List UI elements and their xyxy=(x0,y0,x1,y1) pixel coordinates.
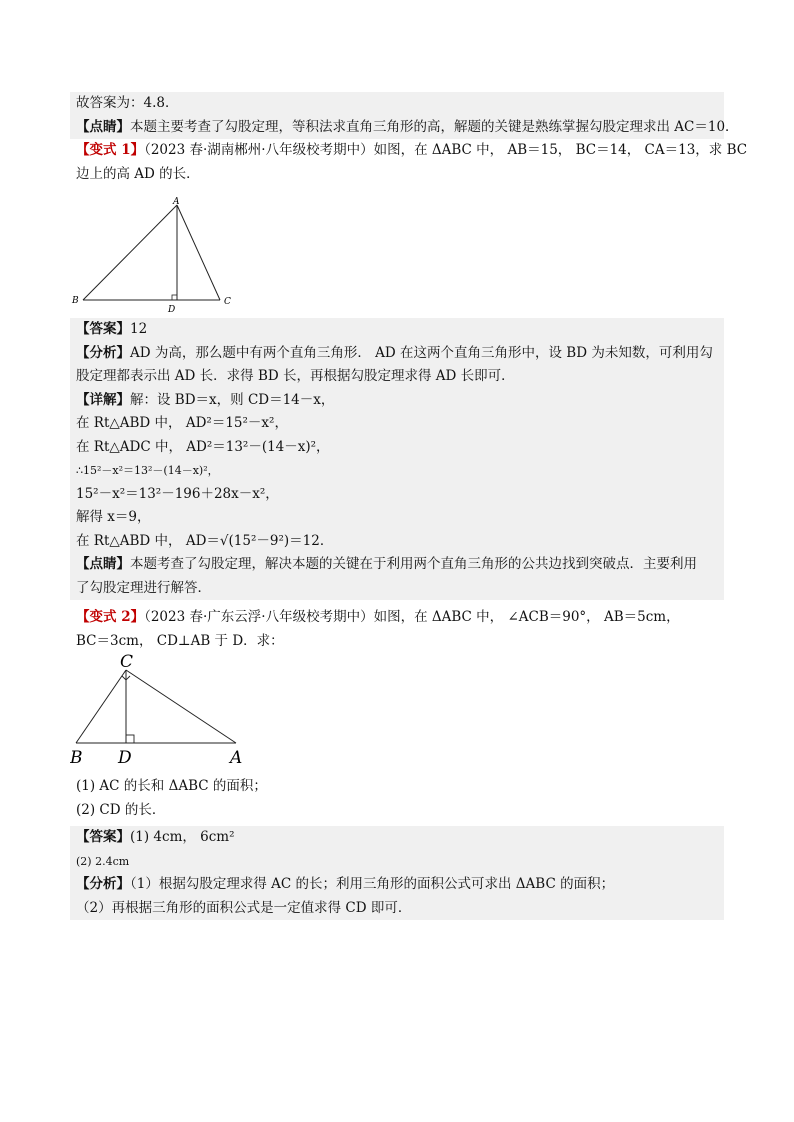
label-d: D xyxy=(118,748,132,768)
comment-tag: 【点睛】 xyxy=(76,118,130,135)
variant2-figure xyxy=(70,653,724,775)
variant2-subquestion-2: (2) CD 的长． xyxy=(76,801,166,818)
label-c: C xyxy=(120,653,134,672)
right-triangle-figure xyxy=(70,653,280,775)
variant2-question-text1: （2023 春·广东云浮·八年级校考期中）如图，在 ΔABC 中， ∠ACB＝90°， AB＝5cm， xyxy=(144,609,680,625)
variant1-detail-line4: 15²－x²＝13²－196＋28x－x²， xyxy=(76,485,279,502)
label-b: B xyxy=(70,748,83,768)
variant1-question xyxy=(70,139,748,186)
side-ca xyxy=(126,670,236,743)
variant1-detail-line0 xyxy=(76,389,718,413)
variant2-answer-tag: 【答案】 xyxy=(76,829,130,845)
variant2-question-line1 xyxy=(76,606,718,630)
variant1-analysis-text1: AD 为高，那么题中有两个直角三角形． AD 在这两个直角三角形中，设 BD 为未知数，可利用勾 xyxy=(130,344,713,361)
variant1-question-line1 xyxy=(76,139,748,163)
variant1-tag: 【变式 1】 xyxy=(76,142,145,158)
variant2-question-line2: BC＝3cm， CD⊥AB 于 D．求： xyxy=(76,632,284,649)
variant1-detail-line6: 在 Rt△ABD 中， AD＝√(15²－9²)＝12． xyxy=(76,532,334,549)
variant1-analysis-line2: 股定理都表示出 AD 长．求得 BD 长，再根据勾股定理求得 AD 长即可． xyxy=(76,368,515,384)
answer-line: 故答案为：4.8． xyxy=(76,95,179,111)
variant2-subquestion-1: (1) AC 的长和 ΔABC 的面积； xyxy=(76,778,267,794)
variant2-analysis-line1 xyxy=(76,873,718,897)
variant1-analysis-line1 xyxy=(76,342,718,366)
variant2-answer-text1: (1) 4cm， 6cm² xyxy=(130,829,235,845)
variant1-answer-text: 12 xyxy=(130,321,148,337)
label-c: C xyxy=(224,297,231,307)
triangle-abc-figure xyxy=(70,186,270,318)
label-a: A xyxy=(173,197,180,207)
variant1-detail-line1: 在 Rt△ABD 中， AD²＝15²－x²， xyxy=(76,415,288,431)
variant1-detail-tag: 【详解】 xyxy=(76,391,130,408)
label-b: B xyxy=(72,296,79,306)
variant1-comment-text1: 本题考查了勾股定理，解决本题的关键在于利用两个直角三角形的公共边找到突破点．主要利用 xyxy=(130,556,697,572)
variant1-analysis-tag: 【分析】 xyxy=(76,344,130,361)
variant1-question-text1: （2023 春·湖南郴州·八年级校考期中）如图，在 ΔABC 中， AB＝15， BC＝14， CA＝13，求 BC xyxy=(144,142,748,158)
variant1-comment-line1 xyxy=(76,553,718,577)
side-ac xyxy=(177,205,220,300)
variant2-answer-line1 xyxy=(76,826,718,850)
comment-text: 本题主要考查了勾股定理，等积法求直角三角形的高，解题的关键是熟练掌握勾股定理求出 AC＝10． xyxy=(130,118,739,135)
variant2-solution-block xyxy=(70,826,724,920)
variant1-detail-line3: ∴15²－x²＝13²－(14－x)²， xyxy=(76,464,219,477)
variant1-answer-tag: 【答案】 xyxy=(76,321,130,337)
variant1-comment-tag: 【点睛】 xyxy=(76,556,130,572)
variant2-subquestions xyxy=(70,775,724,822)
variant2-question xyxy=(70,606,724,653)
side-ab xyxy=(83,205,177,300)
variant2-answer-line2: (2) 2.4cm xyxy=(76,854,130,868)
variant1-comment-line2: 了勾股定理进行解答． xyxy=(76,579,211,596)
variant1-answer-line xyxy=(76,318,718,342)
variant1-detail-text0: 解：设 BD＝x，则 CD＝14－x， xyxy=(130,391,335,408)
label-d: D xyxy=(168,305,176,315)
variant1-detail-line2: 在 Rt△ADC 中， AD²＝13²－(14－x)²， xyxy=(76,438,330,455)
variant2-tag: 【变式 2】 xyxy=(76,609,145,625)
variant1-solution-block xyxy=(70,318,724,600)
right-angle-mark-d xyxy=(126,735,134,743)
comment-line xyxy=(76,116,739,140)
variant2-analysis-line2: （2）再根据三角形的面积公式是一定值求得 CD 即可． xyxy=(76,899,412,916)
right-angle-mark xyxy=(172,295,177,300)
side-bc xyxy=(76,670,126,743)
variant1-figure xyxy=(70,186,724,318)
variant2-analysis-text1: （1）根据勾股定理求得 AC 的长；利用三角形的面积公式可求出 ΔABC 的面积； xyxy=(130,876,615,892)
variant1-question-line2: 边上的高 AD 的长． xyxy=(76,165,200,182)
label-a: A xyxy=(230,748,243,768)
variant1-detail-line5: 解得 x＝9， xyxy=(76,509,151,525)
variant2-analysis-tag: 【分析】 xyxy=(76,876,130,892)
previous-solution-block xyxy=(70,92,739,139)
document-page xyxy=(70,92,748,920)
